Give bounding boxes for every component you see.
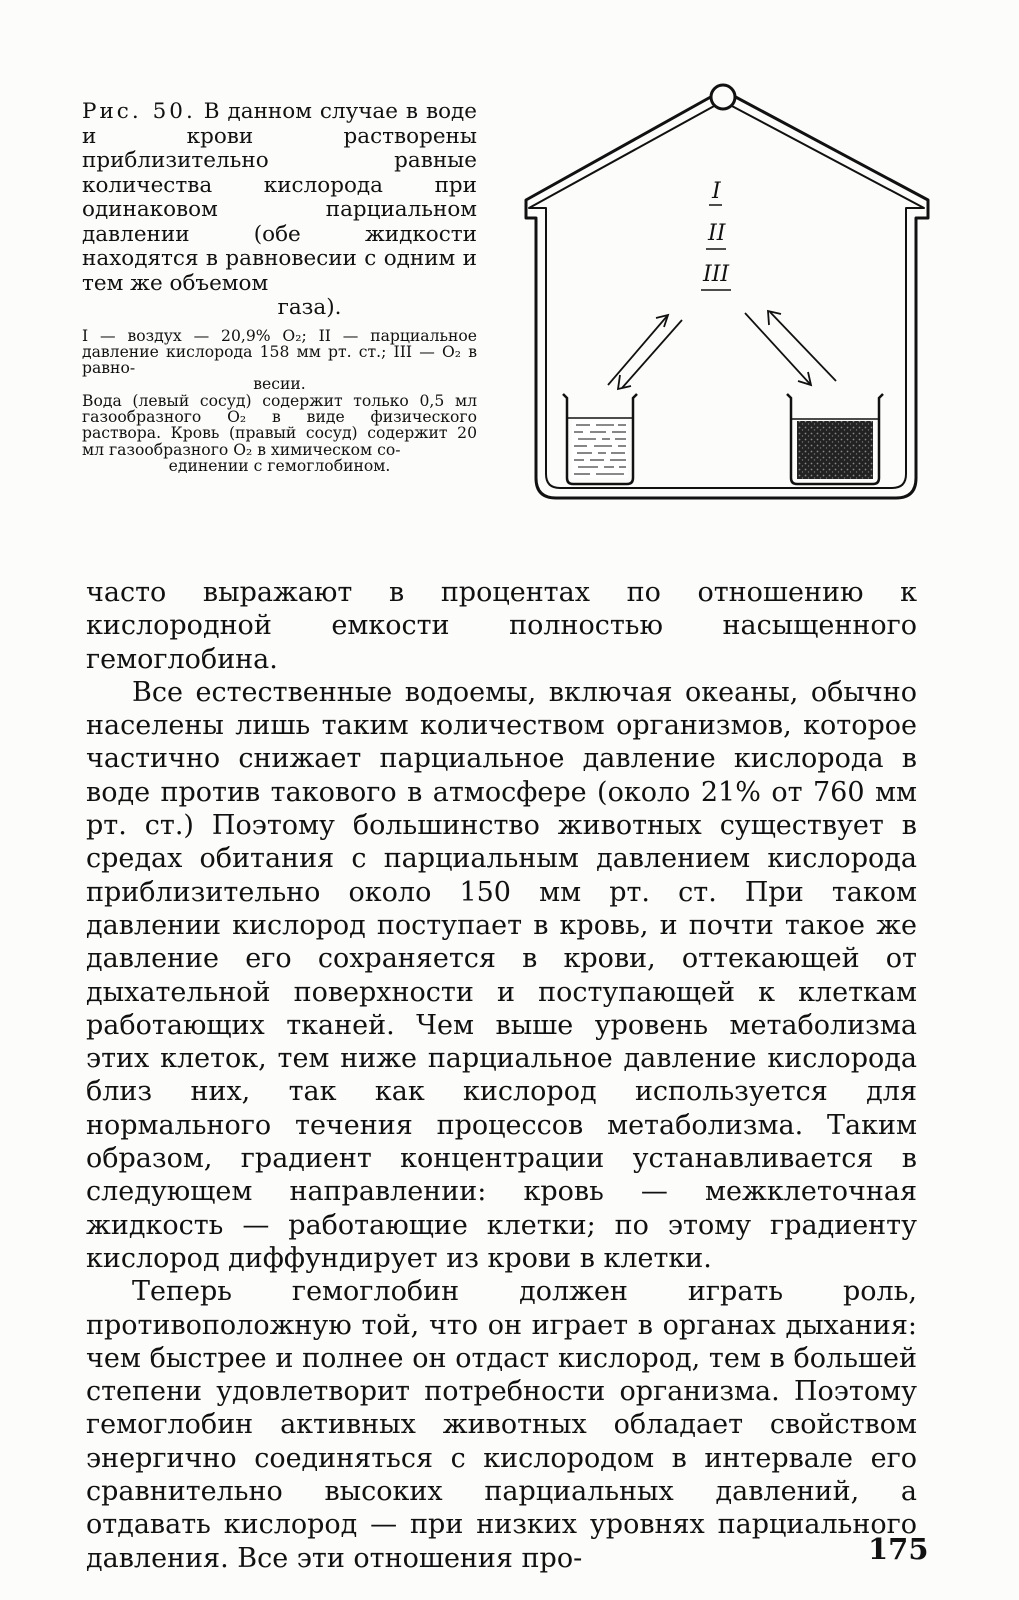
figure-caption — [82, 100, 477, 474]
left-arrows — [608, 315, 682, 389]
page-number: 175 — [868, 1532, 929, 1566]
bell-jar-knob — [711, 85, 735, 109]
bell-jar-figure — [505, 80, 935, 510]
caption-legend-last: весии. — [253, 375, 306, 394]
left-vessel-water — [563, 394, 637, 484]
label-III: III — [703, 262, 730, 287]
caption-main-last: газа). — [277, 295, 342, 320]
body-text — [86, 576, 917, 1575]
right-vessel-blood — [787, 394, 883, 484]
label-I: I — [712, 179, 721, 204]
caption-description-last: единении с гемоглобином. — [168, 456, 391, 475]
caption-main-text: В данном случае в воде и крови растворены приблизительно равные количества кислорода при одинаковом парциальном давлении (обе жидкости находятся в равновесии с одним и тем же объемом — [82, 99, 477, 296]
label-II: II — [708, 221, 726, 246]
paragraph-3: Теперь гемоглобин должен играть роль, противоположную той, что он играет в органах дыхания: чем быстрее и полнее он отдаст кислород, тем в большей степени удовлетворит потребности организма. Поэтому гемоглобин активных животных обладает свойством энергично соединяться с кислородом в интервале его сравнительно высоких парциальных давлений, а отдавать кислород — при низких уровнях парциального давления. Все эти отношения про- — [86, 1276, 917, 1574]
paragraph-2: Все естественные водоемы, включая океаны, обычно населены лишь таким количеством организмов, которое частично снижает парциальное давление кислорода в воде против такового в атмосфере (около 21% от 760 мм рт. ст.) Поэтому большинство животных существует в средах обитания с парциальным давлением кислорода приблизительно около 150 мм рт. ст. При таком давлении кислород поступает в кровь, и почти такое же давление его сохраняется в крови, оттекающей от дыхательной поверхности и поступающей к клеткам работающих тканей. Чем выше уровень метаболизма этих клеток, тем ниже парциальное давление кислорода близ них, так как кислород используется для нормального течения процессов метаболизма. Таким образом, градиент концентрации устанавливается в следующем направлении: кровь — межклеточная жидкость — работающие клетки; по этому градиенту кислород диффундирует из крови в клетки. — [86, 676, 917, 1274]
right-arrows — [745, 311, 836, 385]
caption-main — [82, 100, 477, 321]
caption-description-text: Вода (левый сосуд) содержит только 0,5 мл газообразного O₂ в виде физического раствора. Кровь (правый сосуд) содержит 20 мл газообразного O₂ в химическом со- — [82, 391, 477, 459]
caption-legend — [82, 328, 477, 393]
paragraph-1: часто выражают в процентах по отношению к кислородной емкости полностью насыщенного гемоглобина. — [86, 577, 917, 675]
caption-label: Рис. 50. — [82, 99, 196, 124]
caption-legend-text: I — воздух — 20,9% O₂; II — парциальное давление кислорода 158 мм рт. ст.; III — O₂ в равно- — [82, 326, 477, 378]
caption-description — [82, 393, 477, 474]
